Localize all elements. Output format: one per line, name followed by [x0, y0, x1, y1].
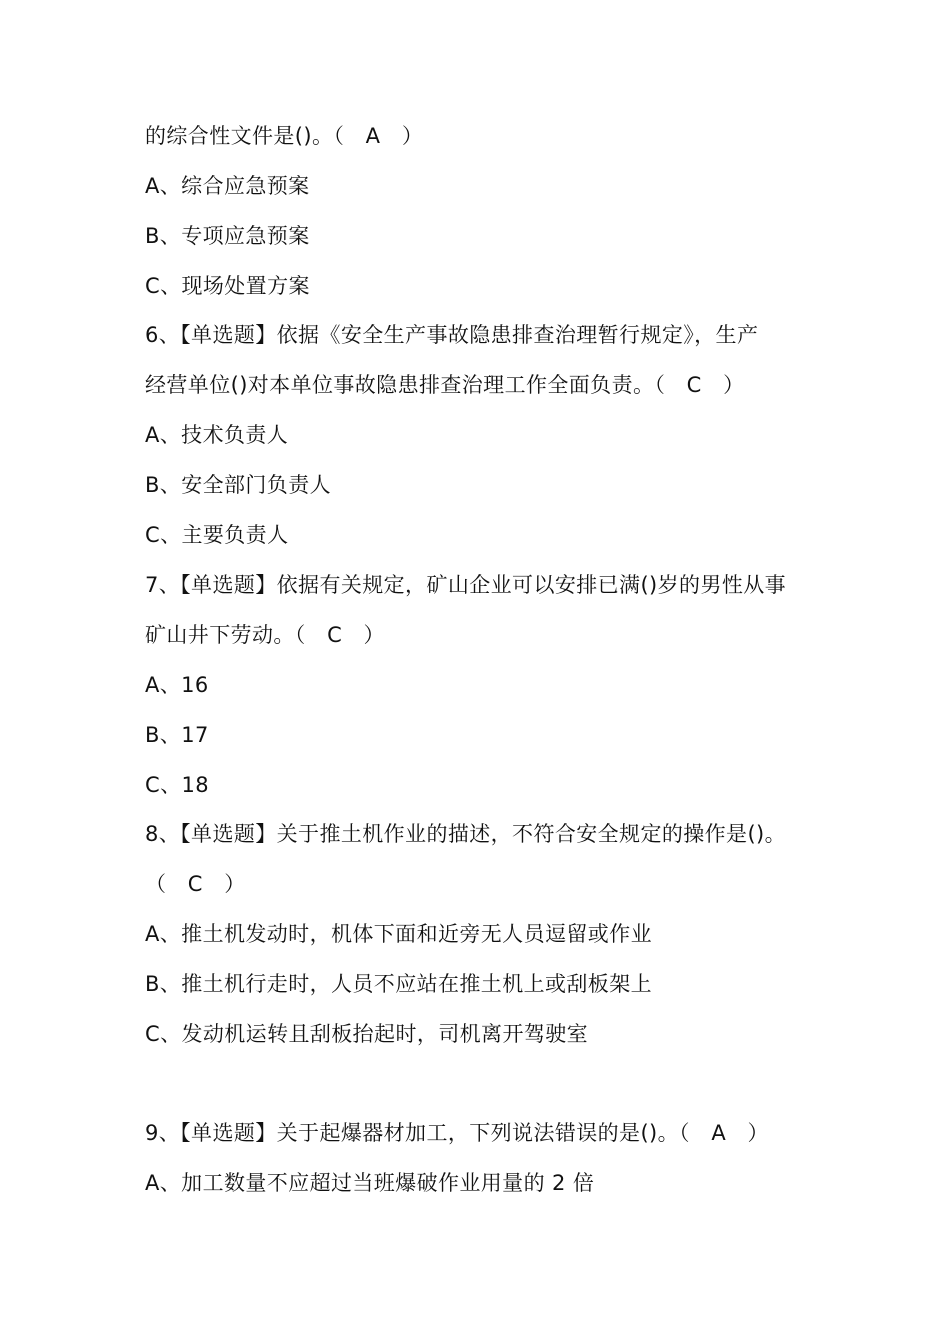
- question-6-option-b: B、安全部门负责人: [145, 473, 332, 497]
- question-5-option-a: A、综合应急预案: [145, 174, 310, 198]
- question-7-option-b: B、17: [145, 723, 209, 747]
- question-8-stem: 8、【单选题】关于推土机作业的描述，不符合安全规定的操作是()。: [145, 822, 787, 846]
- question-9-stem: 9、【单选题】关于起爆器材加工，下列说法错误的是()。（ A ）: [145, 1121, 769, 1145]
- question-6-option-a: A、技术负责人: [145, 423, 289, 447]
- question-7-stem: 7、【单选题】依据有关规定，矿山企业可以安排已满()岁的男性从事: [145, 573, 787, 597]
- question-7-stem-continued: 矿山井下劳动。（ C ）: [145, 623, 385, 647]
- question-8-option-b: B、推土机行走时，人员不应站在推土机上或刮板架上: [145, 972, 653, 996]
- question-6-stem-continued: 经营单位()对本单位事故隐患排查治理工作全面负责。（ C ）: [145, 373, 745, 397]
- question-5-option-c: C、现场处置方案: [145, 274, 310, 298]
- question-6-option-c: C、主要负责人: [145, 523, 289, 547]
- question-9-option-a: A、加工数量不应超过当班爆破作业用量的 2 倍: [145, 1171, 595, 1195]
- question-8-answer: （ C ）: [145, 872, 246, 896]
- question-7-option-a: A、16: [145, 673, 209, 697]
- question-5-stem-continued: 的综合性文件是()。（ A ）: [145, 124, 424, 148]
- question-5-option-b: B、专项应急预案: [145, 224, 310, 248]
- question-7-option-c: C、18: [145, 773, 209, 797]
- question-8-option-c: C、发动机运转且刮板抬起时，司机离开驾驶室: [145, 1022, 589, 1046]
- question-6-stem: 6、【单选题】依据《安全生产事故隐患排查治理暂行规定》，生产: [145, 323, 759, 347]
- question-8-option-a: A、推土机发动时，机体下面和近旁无人员逗留或作业: [145, 922, 652, 946]
